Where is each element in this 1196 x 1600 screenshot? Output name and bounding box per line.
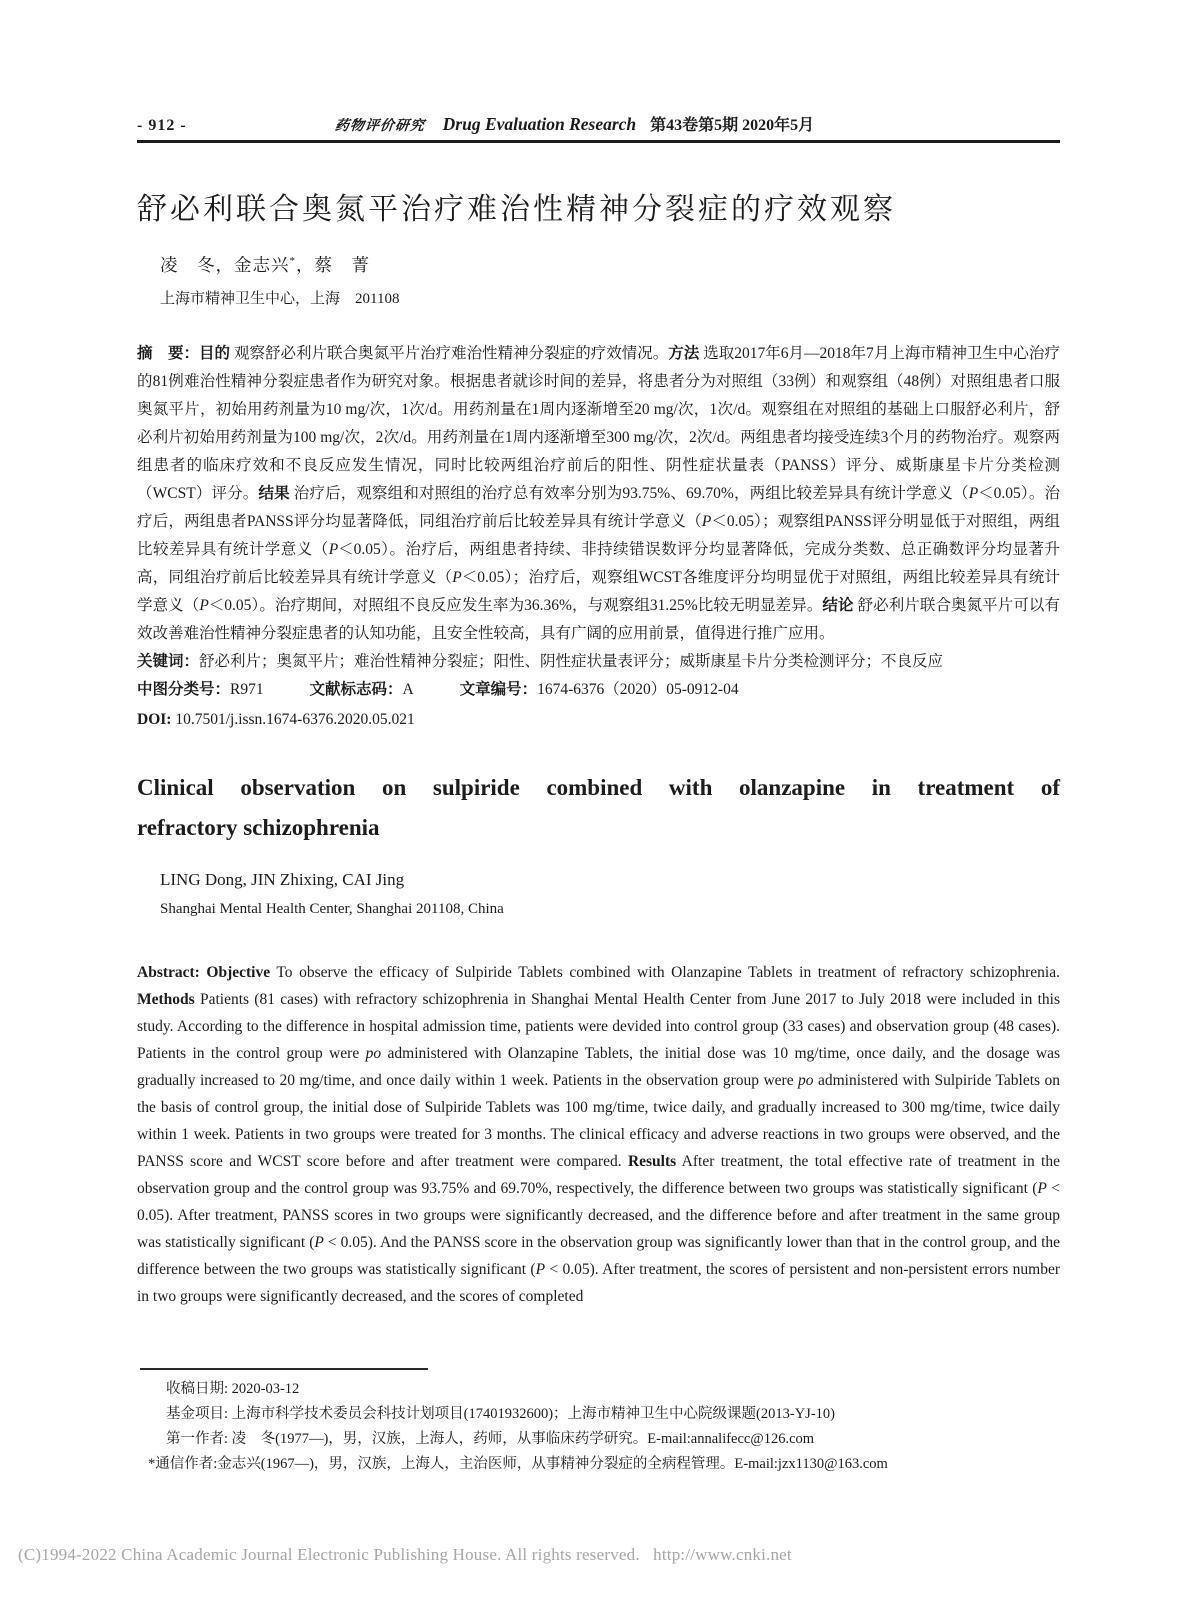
journal-name-english: Drug Evaluation Research xyxy=(442,114,637,134)
doi-row xyxy=(137,706,1060,734)
doc-code-value: A xyxy=(402,681,414,698)
header-divider xyxy=(137,140,1060,143)
journal-logo: 药物评价研究 xyxy=(333,119,426,134)
keywords-text: 舒必利片；奥氮平片；难治性精神分裂症；阳性、阴性症状量表评分；威斯康星卡片分类检测评分；不良反应 xyxy=(199,653,944,670)
abstract-chinese: 摘 要：目的 观察舒必利片联合奥氮平片治疗难治性精神分裂症的疗效情况。方法 选取2017年6月—2018年7月上海市精神卫生中心治疗的81例难治性精神分裂症患者作为研究对象。根据患者就诊时间的差异，将患者分为对照组（33例）和观察组（48例）对照组患者口服奥氮平片，初始用药剂量为10 mg/次，1次/d。用药剂量在1周内逐渐增至20 mg/次，1次/d。观察组在对照组的基础上口服舒必利片，舒必利片初始用药剂量为100 mg/次，2次/d。用药剂量在1周内逐渐增至300 mg/次，2次/d。两组患者均接受连续3个月的药物治疗。观察两组患者的临床疗效和不良反应发生情况，同时比较两组治疗前后的阳性、阴性症状量表（PANSS）评分、威斯康星卡片分类检测（WCST）评分。结果 治疗后，观察组和对照组的治疗总有效率分别为93.75%、69.70%，两组比较差异具有统计学意义（P＜0.05）。治疗后，两组患者PANSS评分均显著降低，同组治疗前后比较差异具有统计学意义（P＜0.05）；观察组PANSS评分明显低于对照组，两组比较差异具有统计学意义（P＜0.05）。治疗后，两组患者持续、非持续错误数评分均显著降低，完成分类数、总正确数评分均显著升高，同组治疗前后比较差异具有统计学意义（P＜0.05）；治疗后，观察组WCST各维度评分均明显优于对照组，两组比较差异具有统计学意义（P＜0.05）。治疗期间，对照组不良反应发生率为36.36%，与观察组31.25%比较无明显差异。结论 舒必利片联合奥氮平片可以有效改善难治性精神分裂症患者的认知功能，且安全性较高，具有广阔的应用前景，值得进行推广应用。 xyxy=(137,345,1061,642)
clc-value: R971 xyxy=(230,681,264,698)
article-title-chinese: 舒必利联合奥氮平治疗难治性精神分裂症的疗效观察 xyxy=(137,193,896,226)
clc-pair xyxy=(137,681,264,698)
page-header xyxy=(137,112,1060,135)
keywords-label: 关键词： xyxy=(137,653,200,670)
english-section xyxy=(137,768,1060,1310)
issue-volume-date: 第43卷第5期 2020年5月 xyxy=(650,117,815,134)
affiliation-chinese: 上海市精神卫生中心，上海 201108 xyxy=(160,291,400,307)
footnote-divider xyxy=(140,1368,428,1370)
title-english-line1: Clinical observation on sulpiride combined with olanzapine in treatment of xyxy=(137,775,1060,800)
classification-row xyxy=(137,676,1060,704)
authors-english: LING Dong, JIN Zhixing, CAI Jing xyxy=(160,870,405,889)
footnote-fund-project: 基金项目: 上海市科学技术委员会科技计划项目(17401932600)；上海市精神卫生中心院级课题(2013-YJ-10) xyxy=(166,1406,835,1422)
abstract-english: Abstract: Objective To observe the efficacy of Sulpiride Tablets combined with Olanzapine Tablets in treatment of refractory schizophrenia. Methods Patients (81 cases) with refractory schizophrenia in Shanghai Mental Health Center from June 2017 to July 2018 were included in this study. According to the difference in hospital admission time, patients were devided into control group (33 cases) and observation group (48 cases). Patients in the control group were po administered with Olanzapine Tablets, the initial dose was 10 mg/time, once daily, and the dosage was gradually increased to 20 mg/time, and once daily within 1 week. Patients in the observation group were po administered with Sulpiride Tablets on the basis of control group, the initial dose of Sulpiride Tablets was 100 mg/time, twice daily, and gradually increased to 300 mg/time, twice daily within 1 week. Patients in two groups were treated for 3 months. The clinical efficacy and adverse reactions in two groups were observed, and the PANSS score and WCST score before and after treatment were compared. Results After treatment, the total effective rate of treatment in the observation group and the control group was 93.75% and 69.70%, respectively, the difference between two groups was statistically significant (P < 0.05). After treatment, PANSS scores in two groups were significantly decreased, and the difference before and after treatment in the same group was statistically significant (P < 0.05). And the PANSS score in the observation group was significantly lower than that in the control group, and the difference between the two groups was statistically significant (P < 0.05). After treatment, the scores of persistent and non-persistent errors number in two groups were significantly decreased, and the scores of completed xyxy=(137,964,1061,1305)
page-number: - 912 - xyxy=(137,117,187,134)
affiliation-english: Shanghai Mental Health Center, Shanghai 201108, China xyxy=(160,901,504,917)
footnote-corresponding-author: *通信作者:金志兴(1967—)，男，汉族，上海人，主治医师，从事精神分裂症的全病程管理。E-mail:jzx1130@163.com xyxy=(148,1456,888,1472)
clc-label: 中图分类号： xyxy=(137,681,231,698)
authors-chinese: 凌 冬，金志兴*，蔡 菁 xyxy=(160,255,370,275)
doi-value: 10.7501/j.issn.1674-6376.2020.05.021 xyxy=(171,711,415,728)
doc-code-label: 文献标志码： xyxy=(309,681,403,698)
article-title-english xyxy=(137,768,1060,848)
keywords-row xyxy=(137,648,1060,676)
cnki-copyright-line: (C)1994-2022 China Academic Journal Electronic Publishing House. All rights reserved. http://www.cnki.net xyxy=(18,1545,792,1564)
doi-label: DOI: xyxy=(137,711,172,728)
article-id-value: 1674-6376（2020）05-0912-04 xyxy=(537,681,739,698)
footnote-received-date: 收稿日期: 2020-03-12 xyxy=(166,1381,300,1397)
article-id-label: 文章编号： xyxy=(459,681,538,698)
footnote-first-author: 第一作者: 凌 冬(1977—)，男，汉族，上海人，药师，从事临床药学研究。E-mail:annalifecc@126.com xyxy=(166,1431,815,1447)
chinese-front-matter xyxy=(137,340,1060,734)
footnotes xyxy=(148,1377,1028,1477)
article-id-pair xyxy=(460,681,739,698)
doc-code-pair xyxy=(309,681,413,698)
title-english-line2: refractory schizophrenia xyxy=(137,815,380,840)
